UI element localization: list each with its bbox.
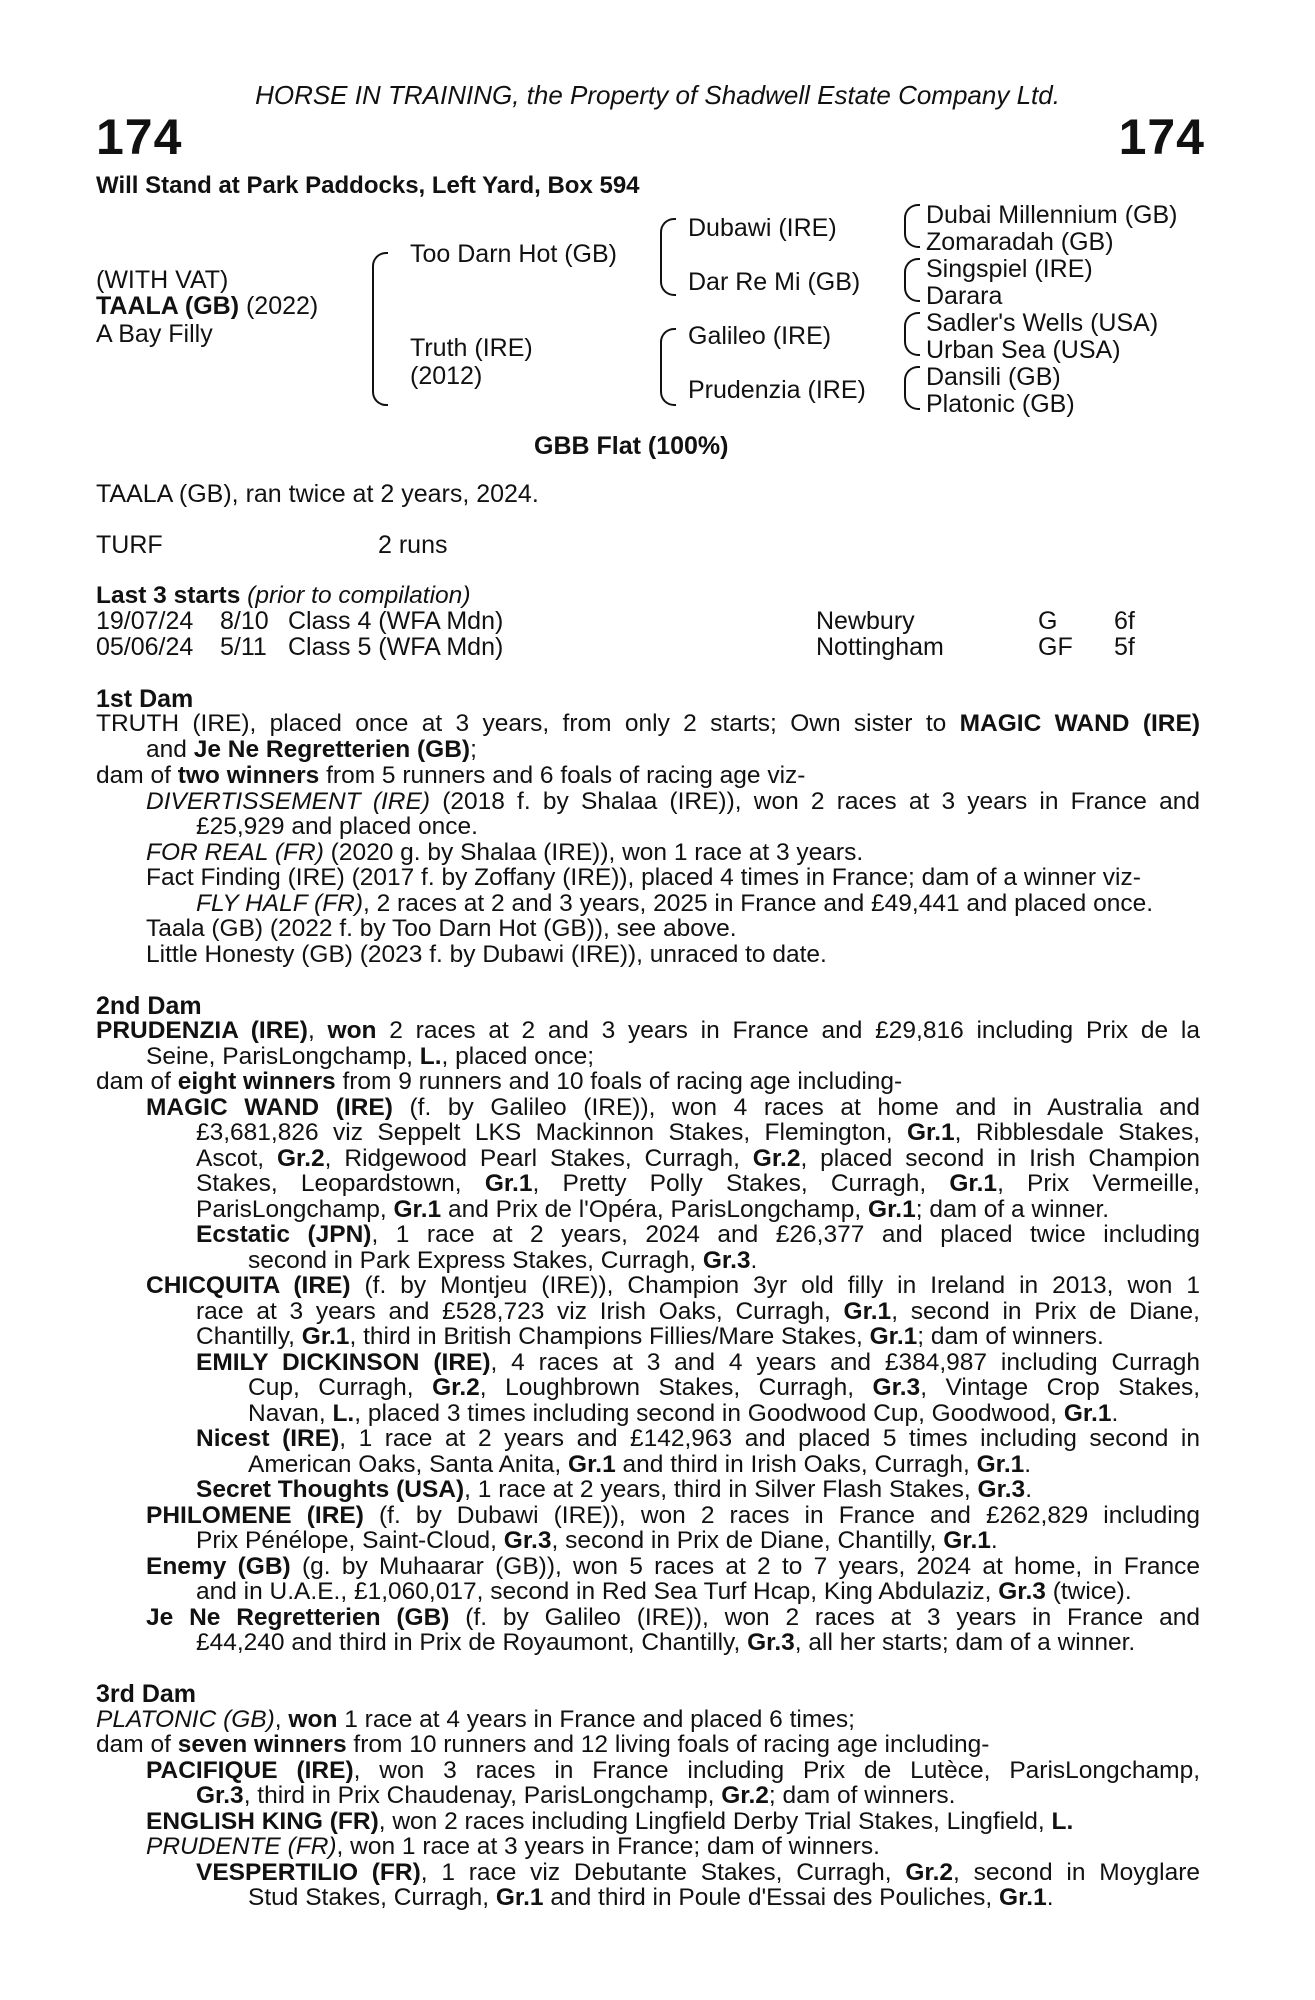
vespertilio-line-2: Stud Stakes, Curragh, Gr.1 and third in Poule d'Essai des Pouliches, Gr.1. xyxy=(248,1884,1054,1911)
first-dam-line-2: and Je Ne Regretterien (GB); xyxy=(146,736,477,763)
nicest-line-2: American Oaks, Santa Anita, Gr.1 and third in Irish Oaks, Curragh, Gr.1. xyxy=(248,1451,1032,1478)
second-dam-line-1: PRUDENZIA (IRE), won 2 races at 2 and 3 years in France and £29,816 including Prix de la xyxy=(96,1017,1200,1044)
philomene-line-1: PHILOMENE (IRE) (f. by Dubawi (IRE)), won 2 races in France and £262,829 including xyxy=(146,1502,1200,1529)
gen3-brace-1 xyxy=(904,204,920,248)
nicest-line-1: Nicest (IRE), 1 race at 2 years and £142,963 and placed 5 times including second in xyxy=(196,1425,1200,1452)
english-king-line: ENGLISH KING (FR), won 2 races including Lingfield Derby Trial Stakes, Lingfield, L. xyxy=(146,1808,1074,1835)
gen3-brace-2 xyxy=(904,258,920,302)
je-ne-regretterien-line-1: Je Ne Regretterien (GB) (f. by Galileo (IRE)), won 2 races at 3 years in France and xyxy=(146,1604,1200,1631)
first-dam-line-9: Taala (GB) (2022 f. by Too Darn Hot (GB)), see above. xyxy=(146,915,737,942)
horse-description: A Bay Filly xyxy=(96,320,213,348)
first-dam-line-10: Little Honesty (GB) (2023 f. by Dubawi (IRE)), unraced to date. xyxy=(146,941,827,968)
g3-dubai-millennium: Dubai Millennium (GB) xyxy=(926,201,1178,229)
g3-platonic: Platonic (GB) xyxy=(926,390,1075,418)
start-race: Class 5 (WFA Mdn) xyxy=(288,633,504,661)
enemy-line-1: Enemy (GB) (g. by Muhaarar (GB)), won 5 races at 2 to 7 years, 2024 at home, in France xyxy=(146,1553,1200,1580)
stable-location: Will Stand at Park Paddocks, Left Yard, Box 594 xyxy=(96,172,640,199)
magic-wand-line-1: MAGIC WAND (IRE) (f. by Galileo (IRE)), won 4 races at home and in Australia and xyxy=(146,1094,1200,1121)
dam-sire: Galileo (IRE) xyxy=(688,322,832,350)
g3-sadlers-wells: Sadler's Wells (USA) xyxy=(926,309,1159,337)
magic-wand-line-3: Ascot, Gr.2, Ridgewood Pearl Stakes, Curragh, Gr.2, placed second in Irish Champion xyxy=(196,1145,1200,1172)
prudente-line: PRUDENTE (FR), won 1 race at 3 years in France; dam of winners. xyxy=(146,1833,880,1860)
magic-wand-line-4: Stakes, Leopardstown, Gr.1, Pretty Polly Stakes, Curragh, Gr.1, Prix Vermeille, xyxy=(196,1170,1201,1197)
start-course: Newbury xyxy=(816,607,915,635)
sire-brace xyxy=(660,218,676,296)
pedigree-brace xyxy=(372,252,388,406)
g3-dansili: Dansili (GB) xyxy=(926,363,1061,391)
start-going: GF xyxy=(1038,633,1073,661)
first-dam-line-4: DIVERTISSEMENT (IRE) (2018 f. by Shalaa (IRE)), won 2 races at 3 years in France and xyxy=(146,788,1200,815)
gen3-brace-3 xyxy=(904,312,920,356)
emily-dickinson-line-2: Cup, Curragh, Gr.2, Loughbrown Stakes, Curragh, Gr.3, Vintage Crop Stakes, xyxy=(248,1374,1200,1401)
philomene-line-2: Prix Pénélope, Saint-Cloud, Gr.3, second in Prix de Diane, Chantilly, Gr.1. xyxy=(196,1527,998,1554)
pacifique-line-2: Gr.3, third in Prix Chaudenay, ParisLongchamp, Gr.2; dam of winners. xyxy=(196,1782,956,1809)
lot-number-right: 174 xyxy=(1118,109,1205,165)
first-dam-line-8: FLY HALF (FR), 2 races at 2 and 3 years, 2025 in France and £49,441 and placed once. xyxy=(196,890,1154,917)
start-race: Class 4 (WFA Mdn) xyxy=(288,607,504,635)
first-dam-line-7: Fact Finding (IRE) (2017 f. by Zoffany (IRE)), placed 4 times in France; dam of a winner viz- xyxy=(146,864,1141,891)
magic-wand-line-5: ParisLongchamp, Gr.1 and Prix de l'Opéra, ParisLongchamp, Gr.1; dam of a winner. xyxy=(196,1196,1110,1223)
dam: Truth (IRE) xyxy=(410,334,533,362)
start-date: 05/06/24 xyxy=(96,633,194,661)
emily-dickinson-line-3: Navan, L., placed 3 times including second in Goodwood Cup, Goodwood, Gr.1. xyxy=(248,1400,1119,1427)
chicquita-line-1: CHICQUITA (IRE) (f. by Montjeu (IRE)), Champion 3yr old filly in Ireland in 2013, won 1 xyxy=(146,1272,1201,1299)
second-dam-heading: 2nd Dam xyxy=(96,992,202,1020)
dam-year: (2012) xyxy=(410,362,483,390)
first-dam-line-3: dam of two winners from 5 runners and 6 foals of racing age viz- xyxy=(96,762,806,789)
chicquita-line-2: race at 3 years and £528,723 viz Irish Oaks, Curragh, Gr.1, second in Prix de Diane, xyxy=(196,1298,1200,1325)
third-dam-heading: 3rd Dam xyxy=(96,1680,197,1708)
vat-note: (WITH VAT) xyxy=(96,266,229,294)
secret-thoughts-line: Secret Thoughts (USA), 1 race at 2 years, third in Silver Flash Stakes, Gr.3. xyxy=(196,1476,1033,1503)
g3-zomaradah: Zomaradah (GB) xyxy=(926,228,1114,256)
surface-label: TURF xyxy=(96,531,163,559)
g3-darara: Darara xyxy=(926,282,1003,310)
first-dam-line-6: FOR REAL (FR) (2020 g. by Shalaa (IRE)), won 1 race at 3 years. xyxy=(146,839,864,866)
first-dam-line-5: £25,929 and placed once. xyxy=(196,813,478,840)
last-starts-heading xyxy=(96,582,470,610)
start-course: Nottingham xyxy=(816,633,944,661)
start-distance: 6f xyxy=(1114,607,1135,635)
last-starts-note: (prior to compilation) xyxy=(247,582,471,609)
vespertilio-line-1: VESPERTILIO (FR), 1 race viz Debutante Stakes, Curragh, Gr.2, second in Moyglare xyxy=(196,1859,1200,1886)
g3-singspiel: Singspiel (IRE) xyxy=(926,255,1093,283)
start-position: 8/10 xyxy=(220,607,269,635)
sire-sire: Dubawi (IRE) xyxy=(688,214,837,242)
third-dam-line-1: PLATONIC (GB), won 1 race at 4 years in France and placed 6 times; xyxy=(96,1706,855,1733)
start-date: 19/07/24 xyxy=(96,607,194,635)
second-dam-line-3: dam of eight winners from 9 runners and 10 foals of racing age including- xyxy=(96,1068,903,1095)
pacifique-line-1: PACIFIQUE (IRE), won 3 races in France including Prix de Lutèce, ParisLongchamp, xyxy=(146,1757,1200,1784)
horse-year: (2022) xyxy=(245,292,319,320)
g3-urban-sea: Urban Sea (USA) xyxy=(926,336,1121,364)
first-dam-heading: 1st Dam xyxy=(96,685,194,713)
sire-dam: Dar Re Mi (GB) xyxy=(688,268,861,296)
last-starts-title: Last 3 starts xyxy=(96,582,241,609)
je-ne-regretterien-line-2: £44,240 and third in Prix de Royaumont, Chantilly, Gr.3, all her starts; dam of a winner. xyxy=(196,1629,1136,1656)
ecstatic-line-2: second in Park Express Stakes, Curragh, Gr.3. xyxy=(248,1247,758,1274)
sire: Too Darn Hot (GB) xyxy=(410,240,618,268)
start-position: 5/11 xyxy=(220,633,267,661)
page-header-title: HORSE IN TRAINING, the Property of Shadwell Estate Company Ltd. xyxy=(255,80,1060,110)
chicquita-line-3: Chantilly, Gr.1, third in British Champions Fillies/Mare Stakes, Gr.1; dam of winners. xyxy=(196,1323,1104,1350)
first-dam-line-1: TRUTH (IRE), placed once at 3 years, from only 2 starts; Own sister to MAGIC WAND (IRE) xyxy=(96,710,1200,737)
enemy-line-2: and in U.A.E., £1,060,017, second in Red Sea Turf Hcap, King Abdulaziz, Gr.3 (twice). xyxy=(196,1578,1132,1605)
magic-wand-line-2: £3,681,826 viz Seppelt LKS Mackinnon Stakes, Flemington, Gr.1, Ribblesdale Stakes, xyxy=(196,1119,1200,1146)
horse-name: TAALA (GB) xyxy=(96,292,240,320)
start-distance: 5f xyxy=(1114,633,1135,661)
ecstatic-line-1: Ecstatic (JPN), 1 race at 2 years, 2024 and £26,377 and placed twice including xyxy=(196,1221,1200,1248)
record-summary: TAALA (GB), ran twice at 2 years, 2024. xyxy=(96,480,539,508)
gen3-brace-4 xyxy=(904,366,920,410)
emily-dickinson-line-1: EMILY DICKINSON (IRE), 4 races at 3 and 4 years and £384,987 including Curragh xyxy=(196,1349,1200,1376)
second-dam-line-2: Seine, ParisLongchamp, L., placed once; xyxy=(146,1043,595,1070)
gbb-label: GBB Flat (100%) xyxy=(534,432,729,460)
start-going: G xyxy=(1038,607,1058,635)
horse-name-line xyxy=(96,292,318,321)
lot-number-left: 174 xyxy=(96,109,183,165)
surface-runs: 2 runs xyxy=(378,531,448,559)
dam-dam: Prudenzia (IRE) xyxy=(688,376,866,404)
third-dam-line-2: dam of seven winners from 10 runners and 12 living foals of racing age including- xyxy=(96,1731,990,1758)
dam-brace xyxy=(660,328,676,406)
